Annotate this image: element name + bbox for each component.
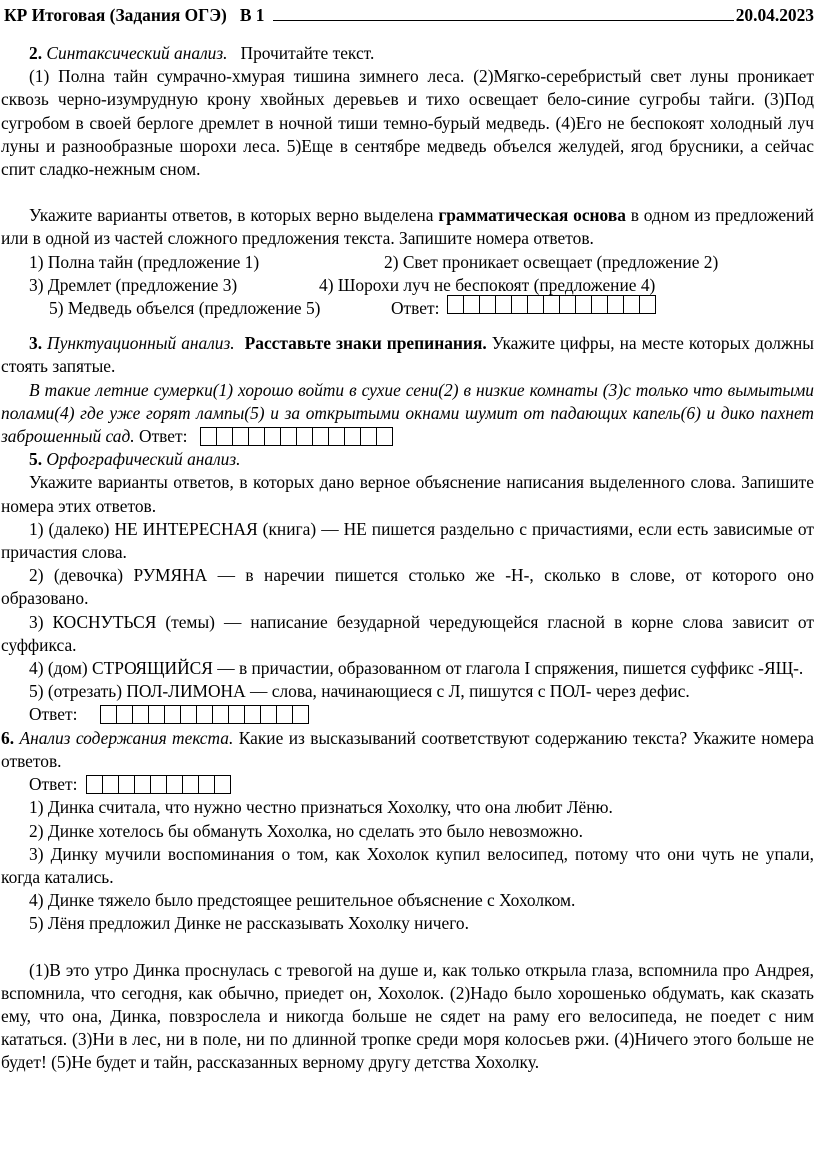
task2-option-2: 2) Свет проникает освещает (предложение 2) bbox=[384, 251, 719, 272]
task6-answer-row bbox=[1, 773, 814, 796]
task3-number: 3. bbox=[29, 333, 43, 354]
task5-title: Орфографический анализ. bbox=[46, 449, 241, 470]
task6-title: Анализ содержания текста. bbox=[19, 727, 234, 748]
task6-option-5: 5) Лёня предложил Динке не рассказывать Хохолку ничего. bbox=[29, 913, 469, 934]
task6-number: 6. bbox=[1, 727, 15, 748]
task5-answer-label: Ответ: bbox=[29, 704, 78, 725]
task5-answer-row bbox=[1, 703, 814, 726]
task2-options-row-3 bbox=[1, 297, 814, 320]
page-header bbox=[1, 2, 814, 28]
task2-title: Синтаксический анализ. bbox=[46, 43, 228, 63]
task6-heading bbox=[1, 727, 814, 773]
task2-heading bbox=[1, 42, 814, 65]
task3-answer-boxes[interactable] bbox=[200, 427, 393, 446]
task3-instruction: Укажите цифры, на месте которых должны стоять запятые. bbox=[1, 333, 814, 377]
task6-option-4: 4) Динке тяжело было предстоящее решительное объяснение с Хохолком. bbox=[29, 890, 576, 911]
task3-answer-label: Ответ: bbox=[139, 426, 188, 447]
task2-option-1: 1) Полна тайн (предложение 1) bbox=[29, 251, 260, 272]
task3-text: В такие летние сумерки(1) хорошо войти в сухие сени(2) в низкие комнаты (3)с только что вымытыми полами(4) где уже горят лампы(5) и за открытыми окнами шумит от падающих капель(6) и дико пахнет заброшенный сад. bbox=[1, 379, 814, 447]
task5-option-5: 5) (отрезать) ПОЛ-ЛИМОНА — слова, начинающиеся с Л, пишутся с ПОЛ- через дефис. bbox=[29, 681, 690, 702]
task2-option-4: 4) Шорохи луч не беспокоят (предложение 4) bbox=[319, 274, 656, 295]
task3-title: Пунктуационный анализ. bbox=[47, 333, 235, 354]
task5-option-2: 2) (девочка) РУМЯНА — в наречии пишется столько же -Н-, сколько в слове, от которого оно образовано. bbox=[1, 565, 814, 609]
task2-option-5: 5) Медведь объелся (предложение 5) bbox=[49, 298, 321, 319]
name-underline bbox=[273, 2, 734, 21]
task2-answer-boxes[interactable] bbox=[447, 295, 656, 314]
task2-option-3: 3) Дремлет (предложение 3) bbox=[29, 274, 238, 295]
task3-sentence bbox=[1, 379, 814, 449]
task6-option-1: 1) Динка считала, что нужно честно признаться Хохолку, что она любит Лёню. bbox=[29, 797, 613, 818]
task6-answer-boxes[interactable] bbox=[86, 775, 231, 794]
task2-options-row-2 bbox=[1, 274, 814, 297]
task6-instruction: Какие из высказываний соответствуют содержанию текста? Укажите номера ответов. bbox=[1, 727, 814, 771]
task6-option-3: 3) Динку мучили воспоминания о том, как Хохолок купил велосипед, потому что они чуть не упали, когда катались. bbox=[1, 843, 814, 887]
task5-instruction: Укажите варианты ответов, в которых дано верное объяснение написания выделенного слова. Запишите номера этих ответов. bbox=[1, 472, 814, 516]
task2-number: 2. bbox=[29, 43, 43, 63]
task6-option-2: 2) Динке хотелось бы обмануть Хохолка, но сделать это было невозможно. bbox=[29, 820, 583, 841]
task3-instruction-bold: Расставьте знаки препинания. bbox=[244, 333, 487, 354]
header-date: 20.04.2023 bbox=[735, 5, 814, 25]
task2-answer-label: Ответ: bbox=[391, 298, 440, 319]
task5-answer-boxes[interactable] bbox=[100, 705, 309, 724]
task3-heading bbox=[1, 332, 814, 378]
task2-options-row-1 bbox=[1, 251, 814, 274]
task5-option-4: 4) (дом) СТРОЯЩИЙСЯ — в причастии, образованном от глагола I спряжения, пишется суффикс -ЯЩ-. bbox=[29, 658, 804, 679]
task5-number: 5. bbox=[29, 449, 43, 470]
task6-answer-label: Ответ: bbox=[29, 774, 78, 795]
task6-text: (1)В это утро Динка проснулась с тревогой на душе и, как только открыла глаза, вспомнила про Андрея, вспомнила, что сегодня, как обычно, приедет он, Хохолок. (2)Надо было хорошенько обдумать, как сказать ему, что она, Динка, повзрослела и никогда больше не сядет на раму его велосипеда, не поедет с ним кататься. (3)Ни в лес, ни в поле, ни по длинной тропке среди моря колосьев ржи. (4)Ничего этого больше не будет! (5)Не будет и тайн, рассказанных верному другу детства Хохолку. bbox=[1, 959, 814, 1073]
header-title: КР Итоговая (Задания ОГЭ) В 1 bbox=[4, 5, 265, 25]
task2-question-bold: грамматическая основа bbox=[438, 205, 626, 226]
task2-text: (1) Полна тайн сумрачно-хмурая тишина зимнего леса. (2)Мягко-серебристый свет луны проникает сквозь черно-изумрудную крону хвойных деревьев и тихо освещает бело-синие сугробы тайги. (3)Под сугробом в своей берлоге дремлет в ночной тиши темно-бурый медведь. (4)Его не беспокоят холодный луч луны и разнообразные шорохи леса. 5)Еще в сентябре медведь объелся желудей, ягод брусники, а сейчас спит сладко-нежным сном. bbox=[1, 66, 814, 180]
task5-option-3: 3) КОСНУТЬСЯ (темы) — написание безударной чередующейся гласной в корне слова зависит от суффикса. bbox=[1, 611, 814, 655]
worksheet-page bbox=[0, 2, 816, 1075]
task2-question: Укажите варианты ответов, в которых верно выделена грамматическая основа в одном из предложений или в одной из частей сложного предложения текста. Запишите номера ответов. bbox=[1, 205, 814, 249]
task5-option-1: 1) (далеко) НЕ ИНТЕРЕСНАЯ (книга) — НЕ пишется раздельно с причастиями, если есть зависимые от причастия слова. bbox=[1, 518, 814, 563]
task5-heading bbox=[1, 448, 814, 471]
task2-intro: Прочитайте текст. bbox=[240, 43, 375, 63]
